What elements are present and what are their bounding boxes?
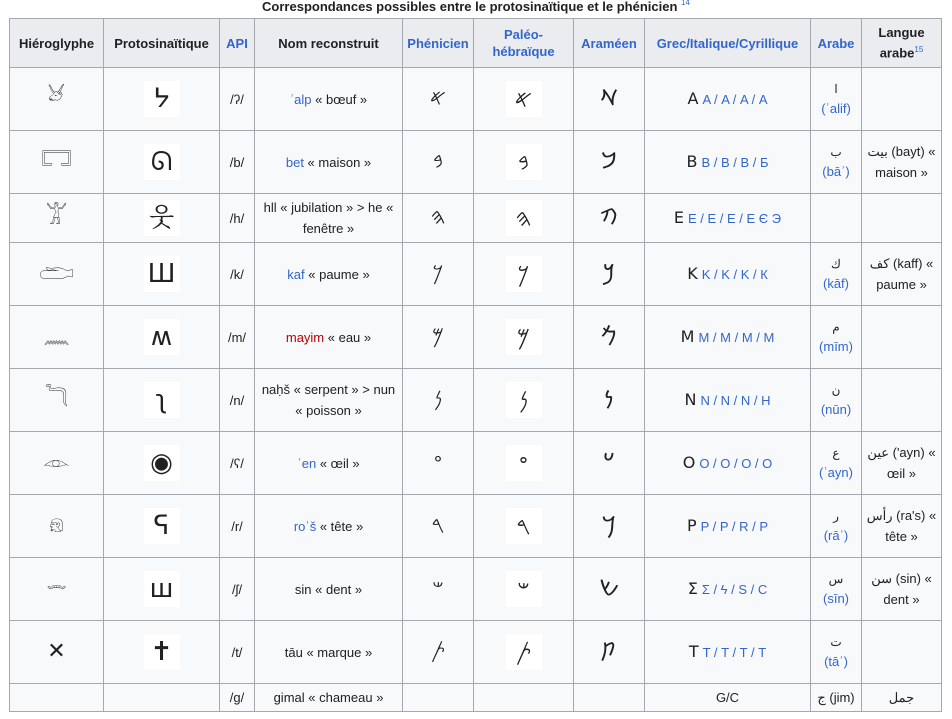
arabic-letter: ع xyxy=(832,446,840,460)
name-link[interactable]: bet xyxy=(285,154,304,170)
greek-letter-links[interactable]: O / Ο / O / О xyxy=(699,456,773,471)
arabic-language-cell xyxy=(862,369,942,432)
table-row xyxy=(10,369,942,432)
hieroglyph-cell xyxy=(10,495,104,558)
hieroglyph-cell xyxy=(10,194,104,243)
greek-glyph: Σ xyxy=(687,579,698,598)
arabic-cell xyxy=(811,558,862,621)
paleo-hebrew-image[interactable]: 𐤔 xyxy=(506,571,542,607)
name-text: « œil » xyxy=(316,455,360,471)
phoenician-glyph: 𐤊 xyxy=(432,261,444,286)
arabic-letter: س xyxy=(828,572,844,586)
paleo-hebrew-cell xyxy=(474,243,574,306)
arabic-language-cell: عين ('ayn) « œil » xyxy=(862,432,942,495)
greek-cell xyxy=(645,558,811,621)
header-row xyxy=(10,19,942,68)
greek-letter-links[interactable]: E / Ε / E / Е Є Э xyxy=(688,211,782,226)
header-phoenician[interactable]: Phénicien xyxy=(403,19,474,68)
greek-glyph: Β xyxy=(686,152,698,171)
header-arabic-language-footnote[interactable]: 15 xyxy=(914,45,924,55)
hieroglyph-cell xyxy=(10,306,104,369)
name-text: tāu « marque » xyxy=(284,644,373,660)
table-caption xyxy=(0,0,952,14)
phoenician-cell xyxy=(403,194,474,243)
arabic-cell: ج (jim) xyxy=(811,684,862,712)
greek-cell xyxy=(645,68,811,131)
phoenician-glyph: 𐤌 xyxy=(431,324,445,349)
phoenician-glyph: 𐤓 xyxy=(431,513,445,538)
name-text: sin « dent » xyxy=(294,581,363,597)
table-row xyxy=(10,194,942,243)
phoenician-glyph: 𐤁 xyxy=(432,149,444,174)
protosinaitic-image[interactable]: ᘏ xyxy=(144,144,180,180)
greek-letter-links[interactable]: Σ / ϟ / S / С xyxy=(701,582,768,597)
aramaic-cell xyxy=(574,432,645,495)
aramaic-glyph: 𐡊 xyxy=(602,261,616,286)
name-text: « maison » xyxy=(303,154,372,170)
arabic-letter-name[interactable]: (sīn) xyxy=(823,591,849,606)
aramaic-cell xyxy=(574,369,645,432)
arabic-language-cell xyxy=(862,306,942,369)
greek-glyph: Μ xyxy=(680,327,695,346)
aramaic-glyph: 𐡀 xyxy=(599,86,619,111)
greek-cell xyxy=(645,495,811,558)
greek-letter-links[interactable]: P / Ρ / R / Р xyxy=(700,519,769,534)
header-aramaic[interactable]: Araméen xyxy=(574,19,645,68)
paleo-hebrew-image[interactable]: 𐤌 xyxy=(506,319,542,355)
greek-glyph: Ε xyxy=(673,208,684,227)
phoenician-cell xyxy=(403,306,474,369)
name-cell xyxy=(255,495,403,558)
hieroglyph-image: 𓀠 xyxy=(45,205,68,230)
protosinaitic-image[interactable]: ш xyxy=(144,571,180,607)
greek-glyph: Ρ xyxy=(686,516,697,535)
hieroglyph-image: ✕ xyxy=(47,639,66,664)
ipa-cell: /g/ xyxy=(220,684,255,712)
protosinaitic-image[interactable]: 웃 xyxy=(144,200,180,236)
paleo-hebrew-cell xyxy=(474,369,574,432)
caption-text: Correspondances possibles entre le protosinaïtique et le phénicien xyxy=(262,0,678,14)
aramaic-glyph: 𐡄 xyxy=(599,205,619,230)
header-name: Nom reconstruit xyxy=(255,19,403,68)
phoenician-cell xyxy=(403,558,474,621)
protosinaitic-image[interactable]: ◉ xyxy=(144,445,180,481)
hieroglyph-cell xyxy=(10,243,104,306)
arabic-letter-name[interactable]: (ʿayn) xyxy=(819,465,853,480)
paleo-hebrew-cell xyxy=(474,684,574,712)
hieroglyph-cell xyxy=(10,369,104,432)
paleo-hebrew-cell xyxy=(474,558,574,621)
protosinaitic-cell xyxy=(104,131,220,194)
arabic-letter: ب xyxy=(830,145,842,159)
arabic-language-cell: سن (sin) « dent » xyxy=(862,558,942,621)
arabic-language-cell: جمل xyxy=(862,684,942,712)
name-link[interactable]: kaf xyxy=(287,266,305,282)
protosinaitic-cell xyxy=(104,621,220,684)
paleo-hebrew-image[interactable]: 𐤀 xyxy=(506,81,542,117)
header-arabic-language xyxy=(862,19,942,68)
ipa-cell: /ʔ/ xyxy=(220,68,255,131)
aramaic-cell xyxy=(574,131,645,194)
table-row xyxy=(10,495,942,558)
name-link[interactable]: ʾalp xyxy=(289,91,312,107)
hieroglyph-cell xyxy=(10,68,104,131)
arabic-language-cell: رأس (ra's) « tête » xyxy=(862,495,942,558)
header-ipa[interactable]: API xyxy=(220,19,255,68)
protosinaitic-cell xyxy=(104,369,220,432)
table-row xyxy=(10,432,942,495)
hieroglyph-cell xyxy=(10,621,104,684)
paleo-hebrew-cell xyxy=(474,495,574,558)
ipa-cell: /t/ xyxy=(220,621,255,684)
header-paleo-hebrew[interactable]: Paléo-hébraïque xyxy=(474,19,574,68)
greek-cell xyxy=(645,369,811,432)
greek-cell xyxy=(645,194,811,243)
name-cell xyxy=(255,432,403,495)
phoenician-glyph: 𐤏 xyxy=(433,450,443,475)
arabic-letter-name[interactable]: (kāf) xyxy=(823,276,849,291)
greek-glyph: Α xyxy=(687,89,699,108)
table-row xyxy=(10,131,942,194)
greek-glyph: Κ xyxy=(687,264,698,283)
header-greek-italic-cyrillic[interactable]: Grec/Italique/Cyrillique xyxy=(645,19,811,68)
name-cell xyxy=(255,68,403,131)
ipa-cell: /r/ xyxy=(220,495,255,558)
phoenician-cell xyxy=(403,243,474,306)
greek-cell xyxy=(645,306,811,369)
paleo-hebrew-cell xyxy=(474,306,574,369)
greek-letter-links[interactable]: M / Μ / M / М xyxy=(698,330,775,345)
ipa-cell: /b/ xyxy=(220,131,255,194)
header-arabic-language-label: Langue arabe xyxy=(878,25,925,61)
paleo-hebrew-image[interactable]: 𐤍 xyxy=(506,382,542,418)
hieroglyph-image: 𓈖 xyxy=(43,324,70,349)
paleo-hebrew-image[interactable]: 𐤏 xyxy=(506,445,542,481)
paleo-hebrew-image[interactable]: 𐤕 xyxy=(506,634,542,670)
protosinaitic-cell xyxy=(104,495,220,558)
greek-cell xyxy=(645,243,811,306)
protosinaitic-cell xyxy=(104,194,220,243)
aramaic-glyph: 𐡍 xyxy=(604,387,614,412)
header-hieroglyph: Hiéroglyphe xyxy=(10,19,104,68)
name-cell xyxy=(255,194,403,243)
aramaic-glyph: 𐡁 xyxy=(601,149,617,174)
aramaic-cell xyxy=(574,243,645,306)
hieroglyph-cell xyxy=(10,558,104,621)
arabic-language-cell xyxy=(862,194,942,243)
table-row xyxy=(10,243,942,306)
header-protosinaitic: Protosinaïtique xyxy=(104,19,220,68)
ipa-cell: /h/ xyxy=(220,194,255,243)
greek-cell xyxy=(645,131,811,194)
paleo-hebrew-cell xyxy=(474,131,574,194)
protosinaitic-image[interactable]: ᔭ xyxy=(144,81,180,117)
arabic-language-cell: بيت (bayt) « maison » xyxy=(862,131,942,194)
caption-footnote-link[interactable]: 14 xyxy=(681,0,690,7)
greek-glyph: Ο xyxy=(682,453,696,472)
name-cell xyxy=(255,131,403,194)
greek-letter-links[interactable]: T / Τ / T / Т xyxy=(702,645,767,660)
name-link-missing[interactable]: mayim xyxy=(285,329,325,345)
arabic-letter: ك xyxy=(831,257,841,271)
arabic-letter-name[interactable]: (nūn) xyxy=(820,402,852,417)
aramaic-glyph: 𐡔 xyxy=(598,576,620,601)
arabic-letter: م xyxy=(832,320,840,334)
name-cell: gimal « chameau » xyxy=(255,684,403,712)
greek-cell xyxy=(645,432,811,495)
phoenician-glyph: 𐤀 xyxy=(429,86,447,111)
protosinaitic-cell xyxy=(104,243,220,306)
name-text: « eau » xyxy=(324,329,372,345)
table-row xyxy=(10,684,942,712)
arabic-letter-name[interactable]: (mīm) xyxy=(819,339,853,354)
greek-letter-links[interactable]: A / Α / A / А xyxy=(702,92,768,107)
aramaic-cell xyxy=(574,684,645,712)
protosinaitic-cell xyxy=(104,306,220,369)
arabic-cell xyxy=(811,369,862,432)
greek-letter-links[interactable]: K / Κ / K / К xyxy=(701,267,768,282)
arabic-letter-name[interactable]: (bāʾ) xyxy=(822,164,850,179)
protosinaitic-image[interactable]: ʅ xyxy=(144,382,180,418)
hieroglyph-image: 𓆓 xyxy=(44,387,69,412)
name-cell xyxy=(255,621,403,684)
paleo-hebrew-cell xyxy=(474,432,574,495)
arabic-language-cell xyxy=(862,621,942,684)
name-text: « bœuf » xyxy=(311,91,368,107)
arabic-letter: ر xyxy=(833,509,839,523)
arabic-cell xyxy=(811,621,862,684)
arabic-cell xyxy=(811,432,862,495)
aramaic-cell xyxy=(574,495,645,558)
paleo-hebrew-cell xyxy=(474,194,574,243)
arabic-cell xyxy=(811,306,862,369)
paleo-hebrew-image[interactable]: 𐤄 xyxy=(506,200,542,236)
hieroglyph-image: 𓉐 xyxy=(41,149,72,174)
arabic-cell xyxy=(811,495,862,558)
hieroglyph-image: 𓃾 xyxy=(47,86,66,111)
correspondence-table xyxy=(9,18,942,712)
arabic-letter-name[interactable]: (ʾalif) xyxy=(821,101,851,116)
aramaic-glyph: 𐡏 xyxy=(603,450,615,475)
arabic-letter: ن xyxy=(831,383,841,397)
paleo-hebrew-image[interactable]: 𐤊 xyxy=(506,256,542,292)
aramaic-cell xyxy=(574,306,645,369)
phoenician-glyph: 𐤔 xyxy=(432,576,444,601)
arabic-cell xyxy=(811,243,862,306)
phoenician-glyph: 𐤄 xyxy=(430,205,446,230)
name-text: « tête » xyxy=(316,518,364,534)
hieroglyph-image: 𓁹 xyxy=(43,450,70,475)
greek-cell xyxy=(645,621,811,684)
aramaic-glyph: 𐡌 xyxy=(601,324,617,349)
arabic-letter: ا xyxy=(834,82,838,96)
phoenician-glyph: 𐤕 xyxy=(430,639,446,664)
greek-letter-links[interactable]: N / Ν / N / Н xyxy=(700,393,771,408)
greek-cell: G/C xyxy=(645,684,811,712)
protosinaitic-image[interactable]: ᕋ xyxy=(144,508,180,544)
aramaic-cell xyxy=(574,68,645,131)
table-row xyxy=(10,68,942,131)
paleo-hebrew-image[interactable]: 𐤁 xyxy=(506,144,542,180)
name-cell xyxy=(255,369,403,432)
header-arabic[interactable]: Arabe xyxy=(811,19,862,68)
aramaic-cell xyxy=(574,558,645,621)
greek-glyph: Τ xyxy=(688,642,699,661)
aramaic-cell xyxy=(574,621,645,684)
ipa-cell: /ʕ/ xyxy=(220,432,255,495)
phoenician-cell xyxy=(403,495,474,558)
name-text: naḥš « serpent » > nun « poisson » xyxy=(261,382,396,418)
phoenician-cell xyxy=(403,369,474,432)
protosinaitic-cell xyxy=(104,68,220,131)
arabic-letter: ت xyxy=(830,635,842,649)
protosinaitic-cell xyxy=(104,432,220,495)
phoenician-cell xyxy=(403,68,474,131)
greek-letter-links[interactable]: B / Β / B / Б xyxy=(701,155,769,170)
arabic-cell xyxy=(811,68,862,131)
hieroglyph-image: 𓌓 xyxy=(46,576,67,601)
name-link[interactable]: ʿen xyxy=(297,455,317,471)
phoenician-cell xyxy=(403,131,474,194)
paleo-hebrew-cell xyxy=(474,68,574,131)
hieroglyph-cell xyxy=(10,131,104,194)
phoenician-cell xyxy=(403,684,474,712)
ipa-cell: /n/ xyxy=(220,369,255,432)
hieroglyph-image: 𓂧 xyxy=(39,261,74,286)
table-row xyxy=(10,558,942,621)
phoenician-cell xyxy=(403,621,474,684)
arabic-letter-name[interactable]: (tāʾ) xyxy=(824,654,848,669)
arabic-cell xyxy=(811,131,862,194)
phoenician-glyph: 𐤍 xyxy=(433,387,443,412)
aramaic-glyph: 𐡕 xyxy=(602,639,616,664)
arabic-cell xyxy=(811,194,862,243)
hieroglyph-cell xyxy=(10,684,104,712)
protosinaitic-image[interactable]: ✝ xyxy=(144,634,180,670)
aramaic-glyph: 𐡓 xyxy=(601,513,617,538)
arabic-language-cell: كف (kaff) « paume » xyxy=(862,243,942,306)
protosinaitic-image[interactable]: Ш xyxy=(144,256,180,292)
name-cell xyxy=(255,306,403,369)
ipa-cell: /ʃ/ xyxy=(220,558,255,621)
name-link[interactable]: roʾš xyxy=(293,518,317,534)
ipa-cell: /m/ xyxy=(220,306,255,369)
aramaic-cell xyxy=(574,194,645,243)
protosinaitic-image[interactable]: ʍ xyxy=(144,319,180,355)
table-row xyxy=(10,621,942,684)
paleo-hebrew-cell xyxy=(474,621,574,684)
phoenician-cell xyxy=(403,432,474,495)
ipa-cell: /k/ xyxy=(220,243,255,306)
paleo-hebrew-image[interactable]: 𐤓 xyxy=(506,508,542,544)
name-cell xyxy=(255,243,403,306)
name-text: « paume » xyxy=(304,266,370,282)
hieroglyph-cell xyxy=(10,432,104,495)
name-cell xyxy=(255,558,403,621)
hieroglyph-image: 𓁶 xyxy=(48,513,65,538)
protosinaitic-cell xyxy=(104,558,220,621)
protosinaitic-cell xyxy=(104,684,220,712)
greek-glyph: Ν xyxy=(684,390,697,409)
arabic-letter-name[interactable]: (rāʾ) xyxy=(823,528,849,543)
arabic-language-cell xyxy=(862,68,942,131)
name-text: hll « jubilation » > he « fenêtre » xyxy=(263,200,394,236)
table-row xyxy=(10,306,942,369)
